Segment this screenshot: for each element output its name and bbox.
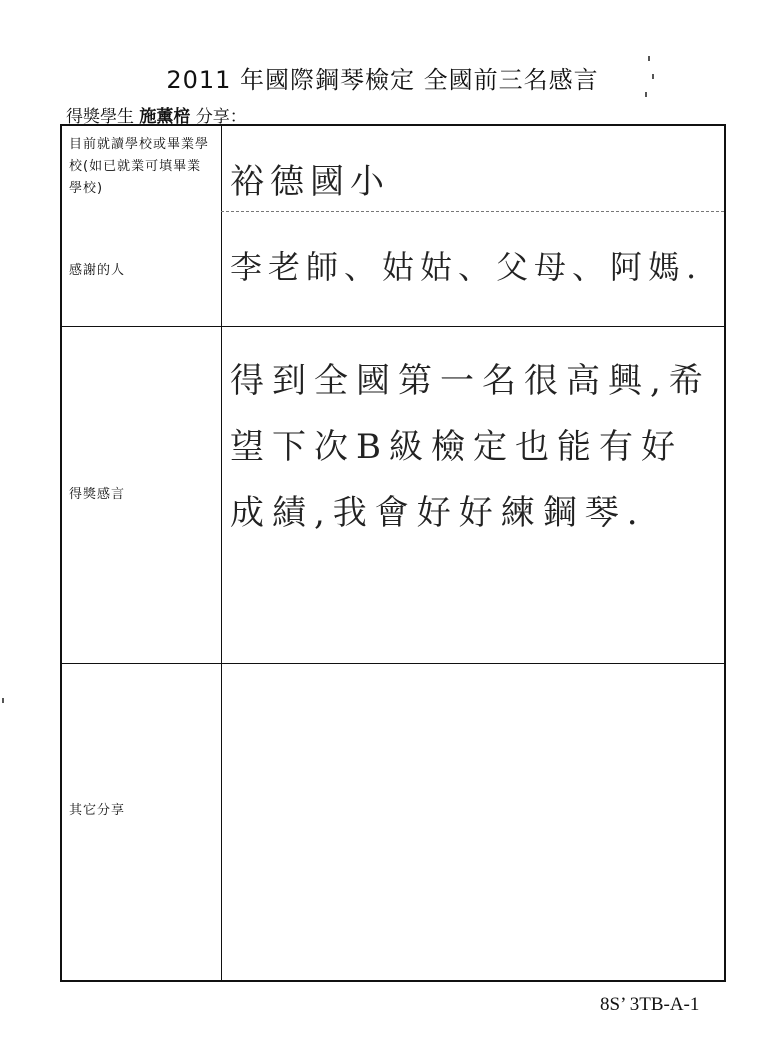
other-label: 其它分享 <box>69 803 126 818</box>
scan-speck <box>652 74 654 79</box>
scan-speck <box>2 698 4 703</box>
student-prefix: 得獎學生 <box>66 107 134 127</box>
page-title: 2011 年國際鋼琴檢定 全國前三名感言 <box>166 66 599 94</box>
form-code: 8S’ 3TB-A-1 <box>600 994 700 1015</box>
row-divider-1 <box>62 326 724 327</box>
student-suffix: 分享： <box>195 107 247 127</box>
scan-speck <box>648 56 650 61</box>
thanks-label: 感謝的人 <box>69 263 126 278</box>
column-divider <box>221 126 222 980</box>
speech-answer[interactable]: 得到全國第一名很高興,希望下次B級檢定也能有好成績,我會好好練鋼琴. <box>230 361 711 533</box>
speech-label: 得獎感言 <box>69 487 126 502</box>
response-form <box>60 124 726 982</box>
school-label: 目前就讀學校或畢業學校(如已就業可填畢業學校) <box>69 137 210 196</box>
student-name: 施薰棓 <box>139 107 191 127</box>
school-answer[interactable]: 裕德國小 <box>230 162 390 202</box>
row-divider-2 <box>62 663 724 664</box>
school-dash-divider <box>221 211 724 212</box>
thanks-answer[interactable]: 李老師、姑姑、父母、阿媽. <box>230 248 703 286</box>
scan-speck <box>645 92 647 97</box>
